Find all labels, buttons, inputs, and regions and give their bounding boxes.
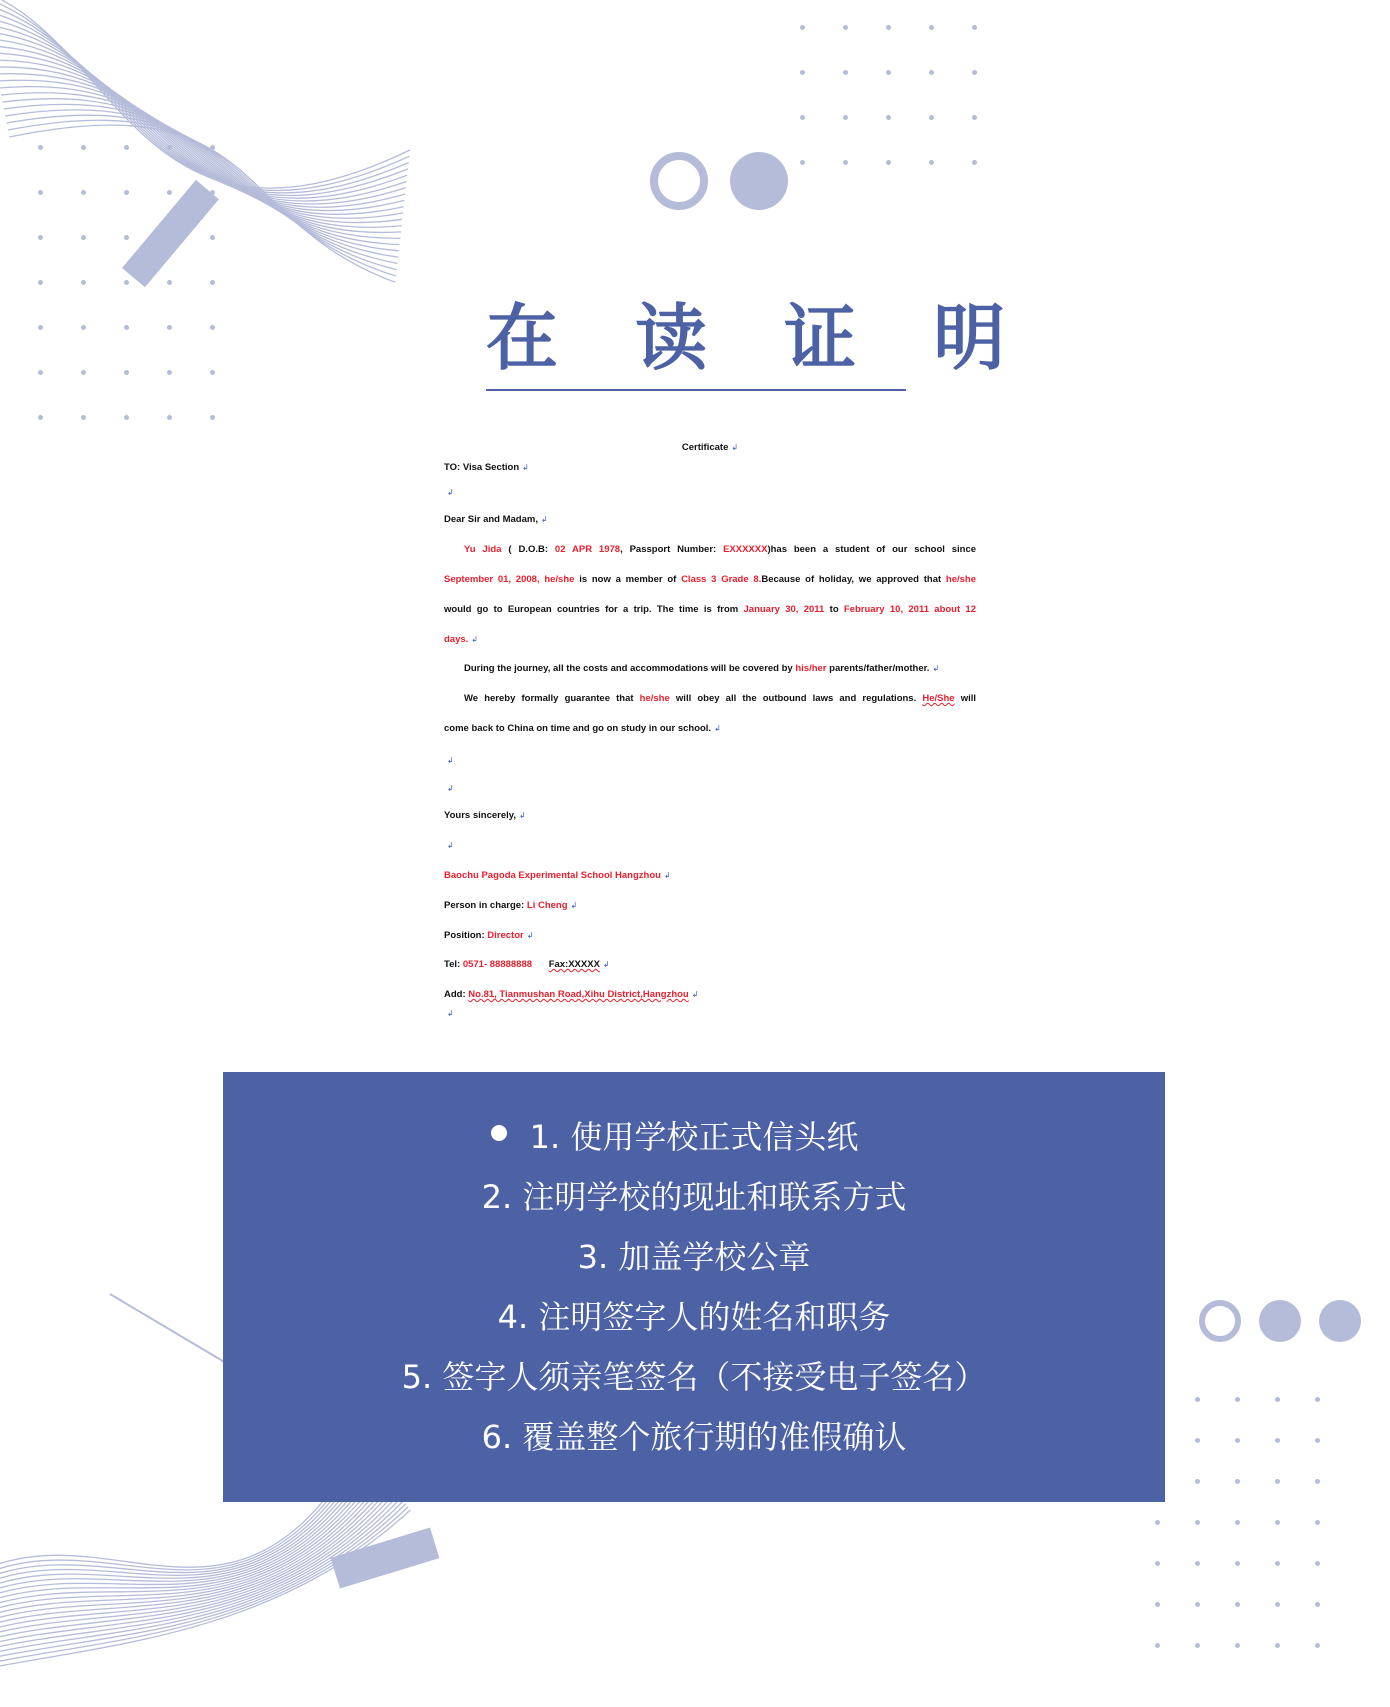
certificate-address: Add: No.81, Tianmushan Road,Xihu District,Hangzhou ↲ xyxy=(444,989,699,1000)
dot xyxy=(972,160,977,165)
dot xyxy=(38,235,43,240)
dot xyxy=(1235,1561,1240,1566)
dot xyxy=(886,25,891,30)
dot xyxy=(167,370,172,375)
dot xyxy=(167,145,172,150)
dot xyxy=(1195,1479,1200,1484)
certificate-person-in-charge: Person in charge: Li Cheng ↲ xyxy=(444,900,578,911)
wave-line xyxy=(4,104,398,257)
dot xyxy=(1235,1397,1240,1402)
dot xyxy=(210,190,215,195)
dot xyxy=(843,115,848,120)
dot xyxy=(972,70,977,75)
dot xyxy=(38,145,43,150)
certificate-salutation: Dear Sir and Madam, ↲ xyxy=(444,514,548,525)
wave-line xyxy=(0,39,405,207)
certificate-to-line: TO: Visa Section ↲ xyxy=(444,462,529,473)
dot xyxy=(1195,1602,1200,1607)
dot xyxy=(167,280,172,285)
dot xyxy=(800,70,805,75)
dot xyxy=(1275,1397,1280,1402)
dot xyxy=(1275,1602,1280,1607)
dot xyxy=(124,325,129,330)
dot xyxy=(929,70,934,75)
dot xyxy=(1235,1438,1240,1443)
dot xyxy=(1315,1479,1320,1484)
requirement-item: 6. 覆盖整个旅行期的准假确认 xyxy=(481,1418,907,1456)
dot xyxy=(38,190,43,195)
certificate-paragraph-3-line-1: We hereby formally guarantee that he/she will obey all the outbound laws and regulations. He/She will xyxy=(464,693,977,704)
dot xyxy=(929,160,934,165)
page-title: 在 读 证 明 xyxy=(486,296,1032,380)
dot xyxy=(81,325,86,330)
dot xyxy=(81,280,86,285)
dot xyxy=(81,145,86,150)
dot xyxy=(929,115,934,120)
dot xyxy=(38,280,43,285)
dot xyxy=(1235,1520,1240,1525)
dot xyxy=(124,370,129,375)
dot xyxy=(81,370,86,375)
dot xyxy=(1195,1438,1200,1443)
certificate-position: Position: Director ↲ xyxy=(444,930,534,941)
dot xyxy=(1315,1643,1320,1648)
requirement-item: 2. 注明学校的现址和联系方式 xyxy=(481,1178,907,1216)
dot xyxy=(1275,1643,1280,1648)
certificate-paragraph-1-line-3: would go to European countries for a trip. The time is from January 30, 2011 to February 10, 2011 about 12 xyxy=(444,604,976,615)
dot xyxy=(124,145,129,150)
dot xyxy=(1155,1643,1160,1648)
requirement-item: 3. 加盖学校公章 xyxy=(577,1238,811,1276)
certificate-school-name: Baochu Pagoda Experimental School Hangzhou ↲ xyxy=(444,870,671,881)
dot xyxy=(1275,1438,1280,1443)
dot xyxy=(1275,1520,1280,1525)
certificate-paragraph-3-line-2: come back to China on time and go on study in our school. ↲ xyxy=(444,723,721,734)
dot xyxy=(210,235,215,240)
dot xyxy=(929,25,934,30)
dot xyxy=(1315,1520,1320,1525)
dot xyxy=(167,235,172,240)
dot xyxy=(843,25,848,30)
certificate-tel-fax: Tel: 0571- 88888888 Fax:XXXXX ↲ xyxy=(444,959,610,970)
dot xyxy=(210,325,215,330)
dot xyxy=(124,280,129,285)
dot xyxy=(1195,1520,1200,1525)
dot xyxy=(1275,1561,1280,1566)
dot xyxy=(124,235,129,240)
dot xyxy=(124,415,129,420)
dot xyxy=(1155,1561,1160,1566)
dot xyxy=(167,190,172,195)
certificate-paragraph-1-line-2: September 01, 2008, he/she is now a member of Class 3 Grade 8.Because of holiday, we approved that he/she xyxy=(444,574,977,585)
dot xyxy=(1315,1397,1320,1402)
dot xyxy=(1315,1561,1320,1566)
requirements-box xyxy=(223,1072,1165,1502)
dot xyxy=(800,25,805,30)
dot xyxy=(1155,1520,1160,1525)
disc-circle-right-1 xyxy=(1259,1300,1301,1342)
dot xyxy=(1155,1602,1160,1607)
dot xyxy=(167,325,172,330)
dot xyxy=(124,190,129,195)
requirement-item: 1. 使用学校正式信头纸 xyxy=(529,1118,859,1156)
certificate-heading: Certificate ↲ xyxy=(681,442,739,453)
certificate-paragraph-2: During the journey, all the costs and accommodations will be covered by his/her parents/father/mother. ↲ xyxy=(464,663,940,674)
dot xyxy=(210,370,215,375)
dot xyxy=(1315,1438,1320,1443)
dot xyxy=(800,115,805,120)
dot xyxy=(1195,1643,1200,1648)
dot xyxy=(972,115,977,120)
dot xyxy=(81,415,86,420)
dot xyxy=(1235,1602,1240,1607)
dot xyxy=(38,415,43,420)
dot xyxy=(1235,1643,1240,1648)
dot xyxy=(886,115,891,120)
ring-circle-right xyxy=(1199,1300,1241,1342)
dot xyxy=(81,235,86,240)
title-underline xyxy=(486,389,906,391)
dot xyxy=(800,160,805,165)
dot xyxy=(886,160,891,165)
disc-circle-right-2 xyxy=(1319,1300,1361,1342)
requirement-item: 4. 注明签字人的姓名和职务 xyxy=(497,1298,891,1336)
certificate-paragraph-1-line-4: days. ↲ xyxy=(444,634,478,645)
dot xyxy=(972,25,977,30)
dot xyxy=(81,190,86,195)
certificate-paragraph-1-line-1: Yu Jida ( D.O.B: 02 APR 1978, Passport Number: EXXXXXX)has been a student of our school since xyxy=(464,544,977,555)
dot xyxy=(843,70,848,75)
dot xyxy=(210,415,215,420)
certificate-closing: Yours sincerely, ↲ xyxy=(444,810,526,821)
dot xyxy=(1315,1602,1320,1607)
dot xyxy=(167,415,172,420)
dot xyxy=(1235,1479,1240,1484)
dot xyxy=(1195,1561,1200,1566)
wave-line xyxy=(2,99,398,251)
requirement-item: 5. 签字人须亲笔签名（不接受电子签名） xyxy=(401,1358,987,1396)
dot xyxy=(210,145,215,150)
disc-circle-top xyxy=(730,152,788,210)
dot xyxy=(843,160,848,165)
dot xyxy=(38,370,43,375)
dot xyxy=(886,70,891,75)
dot xyxy=(210,280,215,285)
ring-circle-top xyxy=(650,152,708,210)
dot xyxy=(1275,1479,1280,1484)
dot xyxy=(1195,1397,1200,1402)
dot xyxy=(38,325,43,330)
